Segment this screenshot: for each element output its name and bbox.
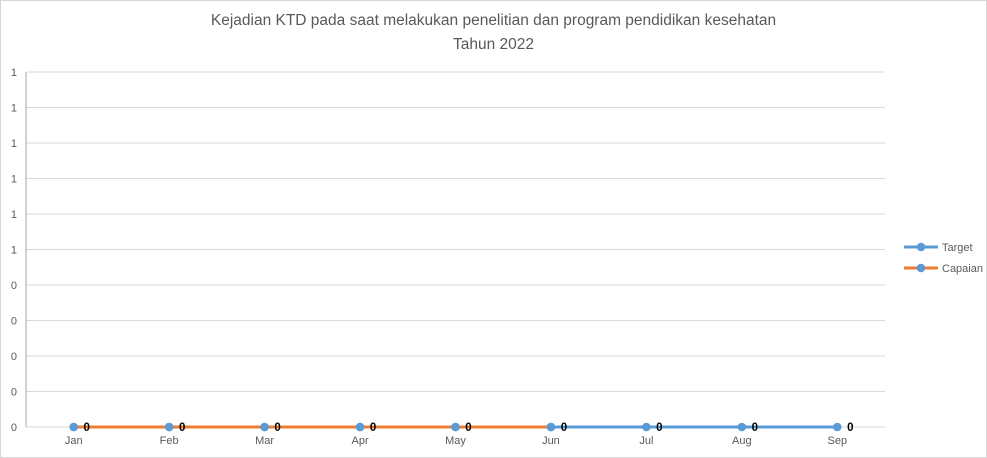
marker-capaian [356,423,365,432]
y-tick-label: 1 [10,138,17,150]
y-tick-label: 1 [10,67,17,79]
y-tick-label: 0 [10,386,17,399]
x-tick-label: May [445,435,466,447]
marker-capaian [165,423,174,432]
y-tick-label: 0 [10,422,17,434]
marker-capaian [547,423,556,432]
chart-title-line2: Tahun 2022 [452,36,535,53]
data-label: 0 [847,422,854,434]
marker-capaian [69,423,78,432]
data-label: 0 [465,422,472,434]
y-tick-label: 1 [10,102,17,115]
legend-marker [917,264,926,273]
x-tick-label: Jun [542,435,560,447]
data-label: 0 [560,422,568,434]
y-tick-label: 1 [10,173,17,186]
plot-area [1,1,986,457]
y-tick-label: 1 [10,209,17,221]
y-tick-label: 0 [10,351,17,363]
x-tick-label: Sep [827,435,848,447]
legend-label: Target [942,242,973,254]
data-label: 0 [656,422,663,434]
legend-marker [917,243,926,252]
y-tick-label: 0 [10,280,17,292]
legend-item-target [904,242,973,254]
x-tick-label: Mar [255,435,275,447]
data-label: 0 [751,422,759,434]
data-label: 0 [83,422,90,434]
data-label: 0 [178,422,186,434]
y-tick-label: 0 [10,315,17,328]
x-tick-label: Jul [639,435,654,447]
chart-title-line1: Kejadian KTD pada saat melakukan penelitian dan program pendidikan kesehatan [210,12,777,29]
x-tick-label: Feb [159,435,179,447]
x-tick-label: Aug [732,435,752,447]
marker-target [642,423,651,432]
marker-target [738,423,747,432]
legend-label: Capaian [942,263,983,275]
data-label: 0 [369,422,377,434]
x-tick-label: Apr [351,435,369,447]
marker-target [833,423,842,432]
y-tick-label: 1 [10,244,17,257]
marker-capaian [260,423,269,432]
legend-item-capaian [904,263,983,275]
data-label: 0 [274,422,281,434]
x-tick-label: Jan [64,435,83,447]
marker-capaian [451,423,460,432]
